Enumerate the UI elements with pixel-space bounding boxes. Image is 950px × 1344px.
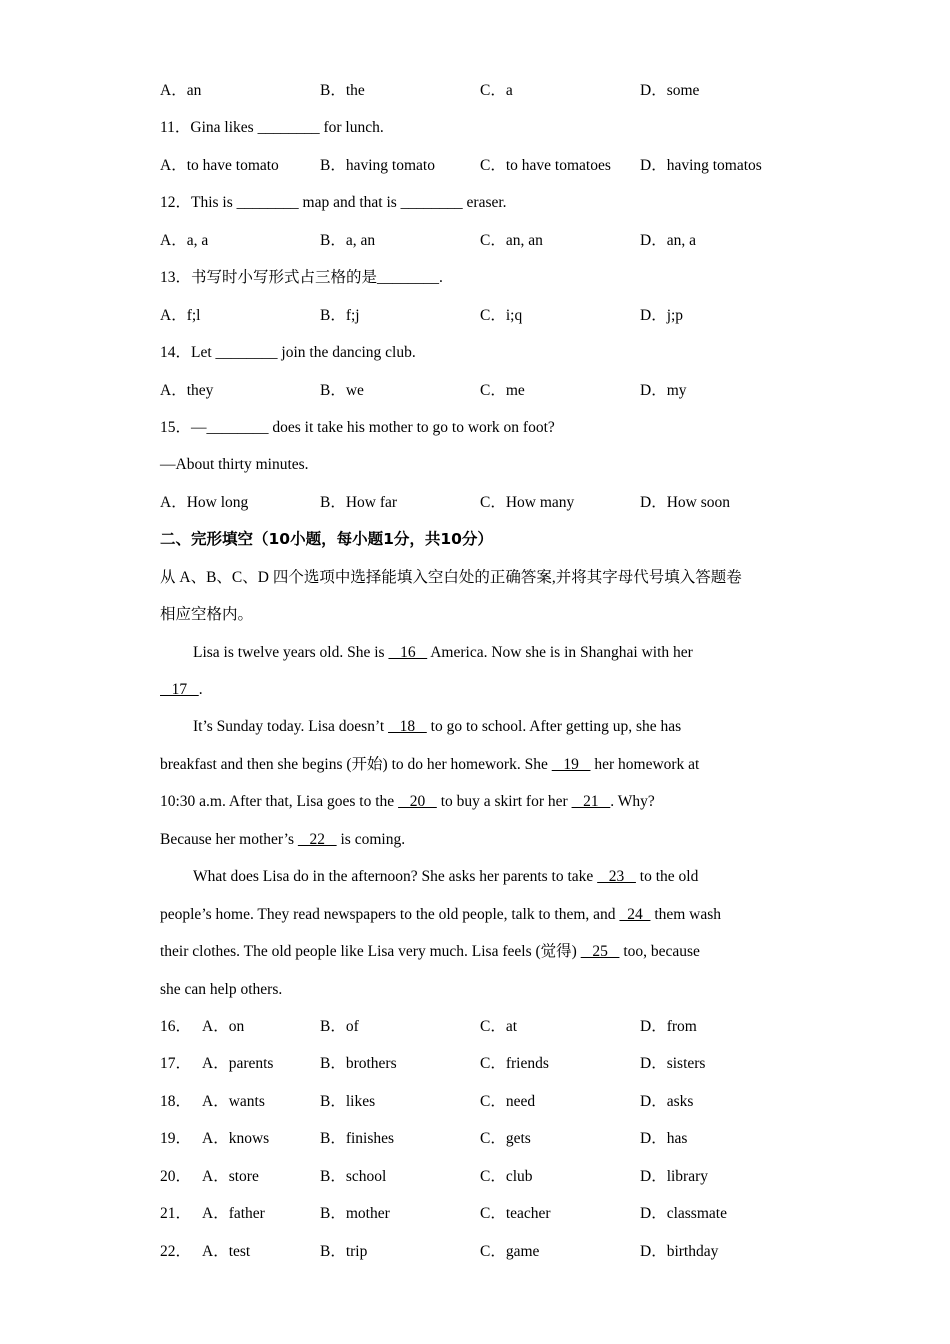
option-c: C．gets — [480, 1130, 531, 1148]
passage-line — [160, 634, 800, 671]
option-label: A．on — [202, 1017, 245, 1035]
passage-text: . — [198, 681, 203, 698]
passage-text: people’s home. They read newspapers to the old people, talk to them, and — [160, 905, 620, 923]
passage-line — [160, 671, 800, 708]
cloze-option-row — [160, 1233, 800, 1270]
passage-line — [160, 896, 800, 933]
option-a: A．to have tomato — [160, 156, 279, 174]
option-c: C．teacher — [480, 1205, 551, 1223]
option-d: D．library — [640, 1167, 709, 1185]
cloze-option-row — [160, 1045, 800, 1082]
option-d: D．j;p — [640, 306, 684, 324]
passage-text: Because her mother’s — [160, 830, 298, 848]
option-b: B．school — [320, 1167, 387, 1185]
question-15: 15．—________ does it take his mother to go to work on foot? — [160, 418, 555, 436]
passage-text: their clothes. The old people like Lisa very much. Lisa feels (觉得) — [160, 943, 581, 961]
blank-20[interactable]: 20 — [398, 793, 437, 811]
passage-line — [160, 858, 800, 895]
passage-text: 10:30 a.m. After that, Lisa goes to the — [160, 793, 399, 811]
option-label: A．knows — [202, 1130, 270, 1148]
option-c: C．friends — [480, 1055, 549, 1073]
passage-line — [160, 783, 800, 820]
option-label: A．store — [202, 1167, 259, 1185]
option-d: D．has — [640, 1130, 688, 1148]
option-c: C．me — [480, 381, 525, 399]
option-c: C．at — [480, 1017, 518, 1035]
option-d: D．birthday — [640, 1242, 719, 1260]
option-d: D．from — [640, 1017, 697, 1035]
option-d: D．asks — [640, 1092, 694, 1110]
option-b: B．brothers — [320, 1055, 397, 1073]
section-heading: 二、完形填空（10小题，每小题1分，共10分） — [160, 530, 493, 549]
option-b: B．a, an — [320, 231, 376, 249]
option-a — [160, 1158, 320, 1195]
option-b: B．finishes — [320, 1130, 395, 1148]
option-c: C．an, an — [480, 231, 543, 249]
passage-text: is coming. — [336, 830, 406, 848]
blank-17[interactable]: 17 — [160, 681, 199, 698]
option-d: D．some — [640, 82, 700, 99]
passage-line — [160, 933, 800, 970]
blank-18[interactable]: 18 — [388, 718, 427, 736]
passage-text: too, because — [619, 943, 700, 961]
worksheet-page — [160, 72, 800, 1270]
option-a — [160, 1083, 320, 1120]
option-d: D．having tomatos — [640, 156, 762, 174]
option-a — [160, 1195, 320, 1232]
option-label: A．wants — [202, 1092, 265, 1110]
blank-25[interactable]: 25 — [580, 943, 620, 961]
option-b: B．we — [320, 381, 364, 399]
passage-line — [160, 746, 800, 783]
cloze-option-row — [160, 1158, 800, 1195]
cloze-option-row — [160, 1083, 800, 1120]
option-d: D．an, a — [640, 231, 696, 249]
option-a: A．f;l — [160, 306, 201, 324]
question-number: 20． — [160, 1167, 192, 1185]
option-d: D．How soon — [640, 493, 730, 511]
question-number: 17． — [160, 1055, 192, 1073]
question-12: 12．This is ________ map and that is ________ eraser. — [160, 194, 507, 212]
question-11: 11．Gina likes ________ for lunch. — [160, 119, 384, 137]
cloze-options-list — [160, 1008, 800, 1270]
passage-text: . Why? — [610, 793, 655, 811]
passage-line — [160, 708, 800, 745]
option-d: D．my — [640, 381, 687, 399]
option-b: B．How far — [320, 493, 398, 511]
question-15-reply: —About thirty minutes. — [160, 456, 309, 474]
option-a — [160, 1008, 320, 1045]
option-b: B．f;j — [320, 306, 360, 324]
option-c: C．a — [480, 82, 513, 99]
option-c: C．club — [480, 1167, 533, 1185]
passage-text: breakfast and then she begins (开始) to do her homework. She — [160, 755, 552, 773]
q14-options — [160, 372, 800, 409]
passage-line — [160, 821, 800, 858]
question-14: 14．Let ________ join the dancing club. — [160, 344, 416, 362]
option-a — [160, 1045, 320, 1082]
question-13: 13．书写时小写形式占三格的是________. — [160, 269, 443, 287]
q11-options — [160, 147, 800, 184]
blank-21[interactable]: 21 — [571, 793, 611, 811]
cloze-option-row — [160, 1195, 800, 1232]
option-a: A．they — [160, 381, 214, 399]
option-label: A．father — [202, 1205, 265, 1223]
q10-options — [160, 72, 800, 109]
blank-16[interactable]: 16 — [388, 643, 428, 661]
passage-text: to go to school. After getting up, she has — [426, 718, 682, 736]
passage-text: What does Lisa do in the afternoon? She asks her parents to take — [193, 868, 598, 886]
option-a: A．a, a — [160, 231, 209, 249]
option-b: B．having tomato — [320, 156, 435, 174]
passage-text: her homework at — [590, 755, 700, 773]
passage-text: to the old — [635, 868, 699, 886]
option-a: A．How long — [160, 493, 249, 511]
option-a — [160, 1120, 320, 1157]
option-a: A．an — [160, 82, 202, 99]
passage-text: America. Now she is in Shanghai with her — [427, 643, 693, 661]
option-c: C．need — [480, 1092, 536, 1110]
option-b: B．of — [320, 1017, 359, 1035]
q13-options — [160, 297, 800, 334]
cloze-option-row — [160, 1008, 800, 1045]
question-number: 22． — [160, 1242, 192, 1260]
option-b: B．trip — [320, 1242, 368, 1260]
passage-text: them wash — [650, 905, 722, 923]
option-label: A．test — [202, 1242, 251, 1260]
option-d: D．classmate — [640, 1205, 727, 1223]
question-number: 21． — [160, 1205, 192, 1223]
q15-options — [160, 484, 800, 521]
blank-22[interactable]: 22 — [297, 830, 337, 848]
passage-text: It’s Sunday today. Lisa doesn’t — [193, 718, 389, 736]
section-instruction-cont: 相应空格内。 — [160, 606, 254, 624]
option-c: C．i;q — [480, 306, 523, 324]
q12-options — [160, 222, 800, 259]
option-label: A．parents — [202, 1055, 274, 1073]
passage-text: Lisa is twelve years old. She is — [193, 643, 389, 661]
question-number: 18． — [160, 1092, 192, 1110]
option-b: B．mother — [320, 1205, 390, 1223]
cloze-option-row — [160, 1120, 800, 1157]
blank-24[interactable]: 24 — [619, 905, 651, 923]
option-d: D．sisters — [640, 1055, 706, 1073]
section-instruction: 从 A、B、C、D 四个选项中选择能填入空白处的正确答案,并将其字母代号填入答题卷 — [160, 568, 742, 586]
option-b: B．likes — [320, 1092, 376, 1110]
passage-text: to buy a skirt for her — [436, 793, 572, 811]
option-c: C．game — [480, 1242, 540, 1260]
question-number: 16． — [160, 1017, 192, 1035]
passage-line: she can help others. — [160, 980, 283, 998]
option-c: C．to have tomatoes — [480, 156, 611, 174]
blank-23[interactable]: 23 — [597, 868, 636, 886]
blank-19[interactable]: 19 — [551, 755, 591, 773]
option-b: B．the — [320, 82, 365, 99]
option-a — [160, 1233, 320, 1270]
option-c: C．How many — [480, 493, 575, 511]
question-number: 19． — [160, 1130, 192, 1148]
